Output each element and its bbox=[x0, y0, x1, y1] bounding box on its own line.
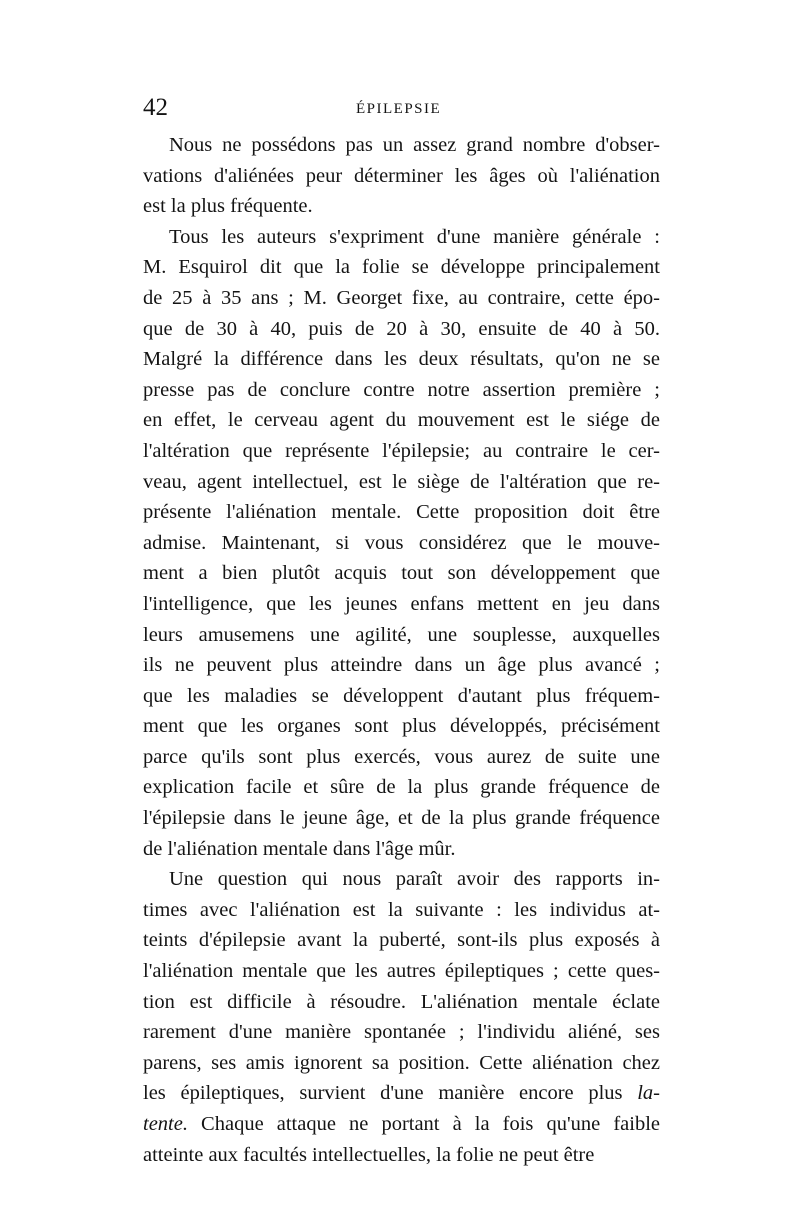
italic-fragment: tente. bbox=[143, 1113, 188, 1135]
text-line: teints d'épilepsie avant la puberté, sont-ils plus exposés à bbox=[143, 929, 660, 952]
text-line: explication facile et sûre de la plus grande fréquence de bbox=[143, 776, 660, 799]
text-line: atteinte aux facultés intellectuelles, la folie ne peut être bbox=[143, 1143, 595, 1166]
text-line: tente. Chaque attaque ne portant à la fois qu'une faible bbox=[143, 1113, 660, 1135]
text-line: Une question qui nous paraît avoir des rapports in- bbox=[169, 868, 660, 891]
running-head: ÉPILEPSIE bbox=[356, 101, 442, 117]
text-line: vations d'aliénées peur déterminer les âges où l'aliénation bbox=[143, 164, 660, 187]
italic-fragment: la- bbox=[637, 1082, 661, 1105]
text-line: de l'aliénation mentale dans l'âge mûr. bbox=[143, 837, 456, 860]
text-line: de 25 à 35 ans ; M. Georget fixe, au contraire, cette épo- bbox=[143, 286, 660, 309]
text-line: en effet, le cerveau agent du mouvement est le siége de bbox=[143, 409, 660, 432]
text-line: admise. Maintenant, si vous considérez que le mouve- bbox=[143, 531, 660, 554]
text-line: Tous les auteurs s'expriment d'une manière générale : bbox=[169, 225, 660, 248]
text-line: tion est difficile à résoudre. L'aliénation mentale éclate bbox=[143, 990, 660, 1013]
text-line: ment a bien plutôt acquis tout son développement que bbox=[143, 562, 660, 585]
paragraph-2 bbox=[143, 222, 660, 864]
text-line: rarement d'une manière spontanée ; l'individu aliéné, ses bbox=[143, 1021, 660, 1044]
text-line: Nous ne possédons pas un assez grand nombre d'obser- bbox=[169, 134, 660, 156]
text-line: times avec l'aliénation est la suivante : les individus at- bbox=[143, 898, 660, 921]
text-line: que de 30 à 40, puis de 20 à 30, ensuite de 40 à 50. bbox=[143, 317, 660, 340]
paragraph-1 bbox=[143, 130, 660, 222]
text-line: veau, agent intellectuel, est le siège de l'altération que re- bbox=[143, 470, 660, 493]
body-text bbox=[143, 130, 660, 1170]
text-line: ment que les organes sont plus développés, précisément bbox=[143, 715, 660, 738]
text-fragment: les épileptiques, survient d'une manière encore plus bbox=[143, 1082, 623, 1105]
text-line: leurs amusemens une agilité, une souplesse, auxquelles bbox=[143, 623, 660, 646]
text-line: parce qu'ils sont plus exercés, vous aurez de suite une bbox=[143, 745, 660, 768]
text-line: l'aliénation mentale que les autres épileptiques ; cette ques- bbox=[143, 960, 660, 983]
text-line: est la plus fréquente. bbox=[143, 195, 313, 218]
text-line: l'épilepsie dans le jeune âge, et de la plus grande fréquence bbox=[143, 807, 660, 830]
text-line bbox=[143, 1078, 660, 1109]
text-line: que les maladies se développent d'autant plus fréquem- bbox=[143, 684, 660, 707]
text-line: M. Esquirol dit que la folie se développe principalement bbox=[143, 256, 660, 279]
text-line: l'intelligence, que les jeunes enfans mettent en jeu dans bbox=[143, 592, 660, 615]
text-line: presse pas de conclure contre notre assertion première ; bbox=[143, 378, 660, 401]
text-line: ils ne peuvent plus atteindre dans un âge plus avancé ; bbox=[143, 654, 660, 677]
page-number: 42 bbox=[143, 94, 168, 121]
paragraph-3 bbox=[143, 864, 660, 1170]
text-line: Malgré la différence dans les deux résultats, qu'on ne se bbox=[143, 348, 660, 371]
text-line: présente l'aliénation mentale. Cette proposition doit être bbox=[143, 501, 660, 524]
page-header bbox=[143, 94, 660, 124]
text-line: parens, ses amis ignorent sa position. Cette aliénation chez bbox=[143, 1051, 660, 1074]
text-line: l'altération que représente l'épilepsie; au contraire le cer- bbox=[143, 439, 660, 462]
